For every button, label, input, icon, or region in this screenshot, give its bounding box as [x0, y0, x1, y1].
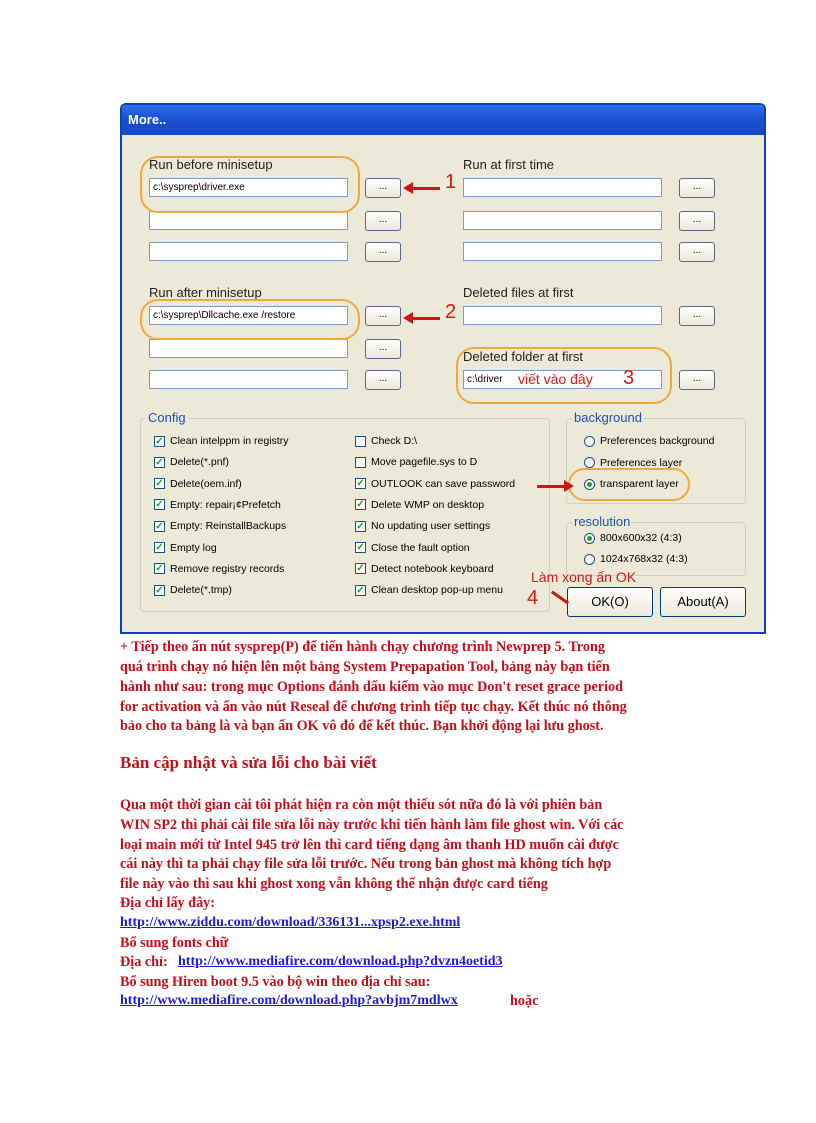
browse-button[interactable]: ...: [679, 242, 715, 262]
annotation-number-1: 1: [445, 171, 457, 193]
radio-option[interactable]: [584, 435, 714, 447]
run-before-field-2[interactable]: [149, 211, 348, 230]
checkbox-icon[interactable]: [355, 436, 366, 447]
run-after-label: Run after minisetup: [149, 285, 262, 300]
radio-icon[interactable]: [584, 554, 595, 565]
download-link-2[interactable]: http://www.mediafire.com/download.php?dvzn4oetid3: [178, 954, 503, 969]
run-first-field-2[interactable]: [463, 211, 662, 230]
highlight-oval: [140, 299, 360, 340]
run-after-field-3[interactable]: [149, 370, 348, 389]
write-here-note: viết vào đây: [518, 371, 593, 387]
para2-line: loại main mới từ Intel 945 trở lên thì card tiếng dạng âm thanh HD muốn cài được: [120, 837, 619, 853]
checkmark-icon[interactable]: ✓: [356, 563, 365, 575]
browse-button[interactable]: ...: [365, 339, 401, 359]
checkmark-icon[interactable]: ✓: [155, 478, 164, 490]
run-before-label: Run before minisetup: [149, 157, 273, 172]
browse-button[interactable]: ...: [365, 242, 401, 262]
checkmark-icon[interactable]: ✓: [155, 456, 164, 468]
config-checkbox[interactable]: [355, 456, 477, 468]
checkbox-label: Delete(oem.inf): [170, 477, 242, 490]
checkmark-icon[interactable]: ✓: [356, 478, 365, 490]
radio-label: 1024x768x32 (4:3): [600, 553, 688, 565]
address-label: Địa chỉ lấy đây:: [120, 895, 215, 911]
annotation-number-4: 4: [527, 587, 539, 609]
annotation-number-3: 3: [623, 367, 635, 389]
run-after-field-1[interactable]: c:\sysprep\Dllcache.exe /restore: [149, 306, 348, 325]
checkbox-label: OUTLOOK can save password: [371, 477, 516, 490]
checkmark-icon[interactable]: ✓: [155, 520, 164, 532]
browse-button[interactable]: ...: [679, 370, 715, 390]
config-checkbox[interactable]: [154, 584, 232, 596]
deleted-folder-label: Deleted folder at first: [463, 349, 583, 364]
checkbox-label: Empty: ReinstallBackups: [170, 520, 287, 533]
para1-line: + Tiếp theo ấn nút sysprep(P) để tiến hành chạy chương trình Newprep 5. Trong: [120, 639, 605, 655]
deleted-files-field[interactable]: [463, 306, 662, 325]
checkmark-icon[interactable]: ✓: [155, 542, 164, 553]
run-before-field-1[interactable]: c:\sysprep\driver.exe: [149, 178, 348, 197]
radio-label: transparent layer: [600, 478, 679, 490]
radio-label: Preferences background: [600, 435, 715, 447]
hiren-label: Bổ sung Hiren boot 9.5 vào bộ win theo địa chỉ sau:: [120, 974, 431, 990]
checkmark-icon[interactable]: ✓: [356, 584, 365, 596]
done-ok-note: Làm xong ấn OK: [531, 569, 637, 585]
checkmark-icon[interactable]: ✓: [356, 499, 365, 511]
run-before-field-3[interactable]: [149, 242, 348, 261]
checkbox-label: Remove registry records: [170, 562, 285, 575]
red-arrow-icon: [412, 187, 440, 190]
radio-icon[interactable]: [584, 457, 595, 468]
para1-line: bảo cho ta bảng là và bạn ấn OK vô đó để kết thúc. Bạn khởi động lại lưu ghost.: [120, 718, 604, 734]
run-first-field-1[interactable]: [463, 178, 662, 197]
checkbox-label: Check D:\: [371, 435, 418, 447]
config-checkbox[interactable]: [355, 542, 470, 554]
para1-line: for activation và ấn vào nút Reseal để chương trình tiếp tục chạy. Kết thúc nó thông: [120, 699, 627, 715]
browse-button[interactable]: ...: [679, 178, 715, 198]
checkbox-label: Detect notebook keyboard: [371, 562, 494, 575]
para2-line: WIN SP2 thì phải cài file sửa lỗi này trước khi tiến hành làm file ghost win. Với các: [120, 817, 624, 833]
resolution-title: resolution: [574, 514, 631, 529]
dialog-title: More..: [122, 105, 764, 135]
highlight-oval: [140, 156, 360, 213]
config-checkbox[interactable]: [154, 563, 284, 575]
dialog-client: [122, 135, 764, 632]
radio-icon[interactable]: [584, 436, 595, 447]
config-title: Config: [148, 410, 186, 425]
browse-button[interactable]: ...: [679, 306, 715, 326]
or-text: hoặc: [510, 993, 539, 1009]
browse-button[interactable]: ...: [679, 211, 715, 231]
radio-label: 800x600x32 (4:3): [600, 532, 682, 544]
background-title: background: [574, 410, 642, 425]
checkbox-label: Delete(*.tmp): [170, 584, 232, 597]
para1-line: quá trình chạy nó hiện lên một bảng System Prepapation Tool, bảng này bạn tiến: [120, 659, 610, 675]
address-label: Địa chỉ:: [120, 954, 168, 970]
para2-line: cái này thì ta phải chạy file sửa lỗi trước. Nếu trong bản ghost mà không tích hợp: [120, 856, 612, 872]
radio-option[interactable]: [584, 553, 688, 565]
download-link-1[interactable]: http://www.ziddu.com/download/336131...xpsp2.exe.html: [120, 915, 461, 930]
checkmark-icon[interactable]: ✓: [155, 563, 164, 575]
resolution-group: [566, 522, 746, 576]
config-checkbox[interactable]: [355, 563, 494, 575]
run-after-field-2[interactable]: [149, 339, 348, 358]
checkmark-icon[interactable]: ✓: [356, 520, 365, 532]
checkbox-label: Delete WMP on desktop: [371, 498, 485, 511]
config-checkbox[interactable]: [154, 520, 286, 532]
para2-line: file này vào thì sau khi ghost xong vẫn không thể nhận được card tiếng: [120, 876, 548, 892]
checkbox-label: No updating user settings: [371, 520, 491, 533]
browse-button[interactable]: ...: [365, 211, 401, 231]
config-checkbox[interactable]: [355, 520, 490, 532]
checkbox-label: Move pagefile.sys to D: [371, 456, 478, 469]
checkbox-label: Empty log: [170, 541, 217, 554]
browse-button[interactable]: ...: [365, 370, 401, 390]
highlight-oval: [568, 468, 690, 501]
red-arrow-icon: [412, 317, 440, 320]
radio-option[interactable]: [584, 532, 682, 544]
deleted-folder-field[interactable]: c:\driver: [463, 370, 662, 389]
download-link-3[interactable]: http://www.mediafire.com/download.php?avbjm7mdlwx: [120, 993, 458, 1008]
config-checkbox[interactable]: [154, 435, 288, 447]
config-checkbox[interactable]: [355, 499, 484, 511]
config-checkbox[interactable]: [355, 584, 503, 596]
checkmark-icon[interactable]: ✓: [356, 542, 365, 553]
checkbox-label: Clean desktop pop-up menu: [371, 584, 503, 597]
para1-line: hành như sau: trong mục Options đánh dấu kiểm vào mục Don't reset grace period: [120, 679, 624, 695]
config-checkbox[interactable]: [355, 478, 515, 490]
para2-line: Qua một thời gian cài tôi phát hiện ra còn một thiếu sót nữa đó là với phiên bản: [120, 797, 603, 813]
annotation-number-2: 2: [445, 301, 457, 323]
browse-button[interactable]: ...: [365, 178, 401, 198]
about-button[interactable]: About(A): [660, 587, 746, 617]
checkmark-icon[interactable]: ✓: [155, 499, 164, 511]
checkbox-icon[interactable]: [355, 457, 366, 468]
checkbox-label: Delete(*.pnf): [170, 456, 229, 469]
fonts-label: Bổ sung fonts chữ: [120, 935, 229, 951]
radio-label: Preferences layer: [600, 456, 683, 469]
radio-option[interactable]: [584, 457, 682, 469]
run-first-label: Run at first time: [463, 157, 555, 172]
checkbox-label: Close the fault option: [371, 541, 470, 554]
radio-icon[interactable]: [584, 533, 595, 544]
checkbox-label: Clean intelppm in registry: [170, 435, 289, 447]
config-checkbox[interactable]: [154, 456, 229, 468]
checkbox-label: Empty: repair¡¢Prefetch: [170, 498, 281, 511]
update-heading: Bản cập nhật và sửa lỗi cho bài viết: [120, 753, 377, 772]
config-checkbox[interactable]: [355, 435, 417, 447]
config-checkbox[interactable]: [154, 542, 217, 554]
red-arrow-icon: [537, 485, 565, 488]
config-checkbox[interactable]: [154, 499, 281, 511]
more-dialog: [120, 103, 766, 634]
run-first-field-3[interactable]: [463, 242, 662, 261]
config-group: [140, 418, 550, 612]
deleted-files-label: Deleted files at first: [463, 285, 574, 300]
browse-button[interactable]: ...: [365, 306, 401, 326]
ok-button[interactable]: OK(O): [567, 587, 653, 617]
checkmark-icon[interactable]: ✓: [155, 584, 164, 596]
checkmark-icon[interactable]: ✓: [155, 435, 164, 447]
config-checkbox[interactable]: [154, 478, 242, 490]
